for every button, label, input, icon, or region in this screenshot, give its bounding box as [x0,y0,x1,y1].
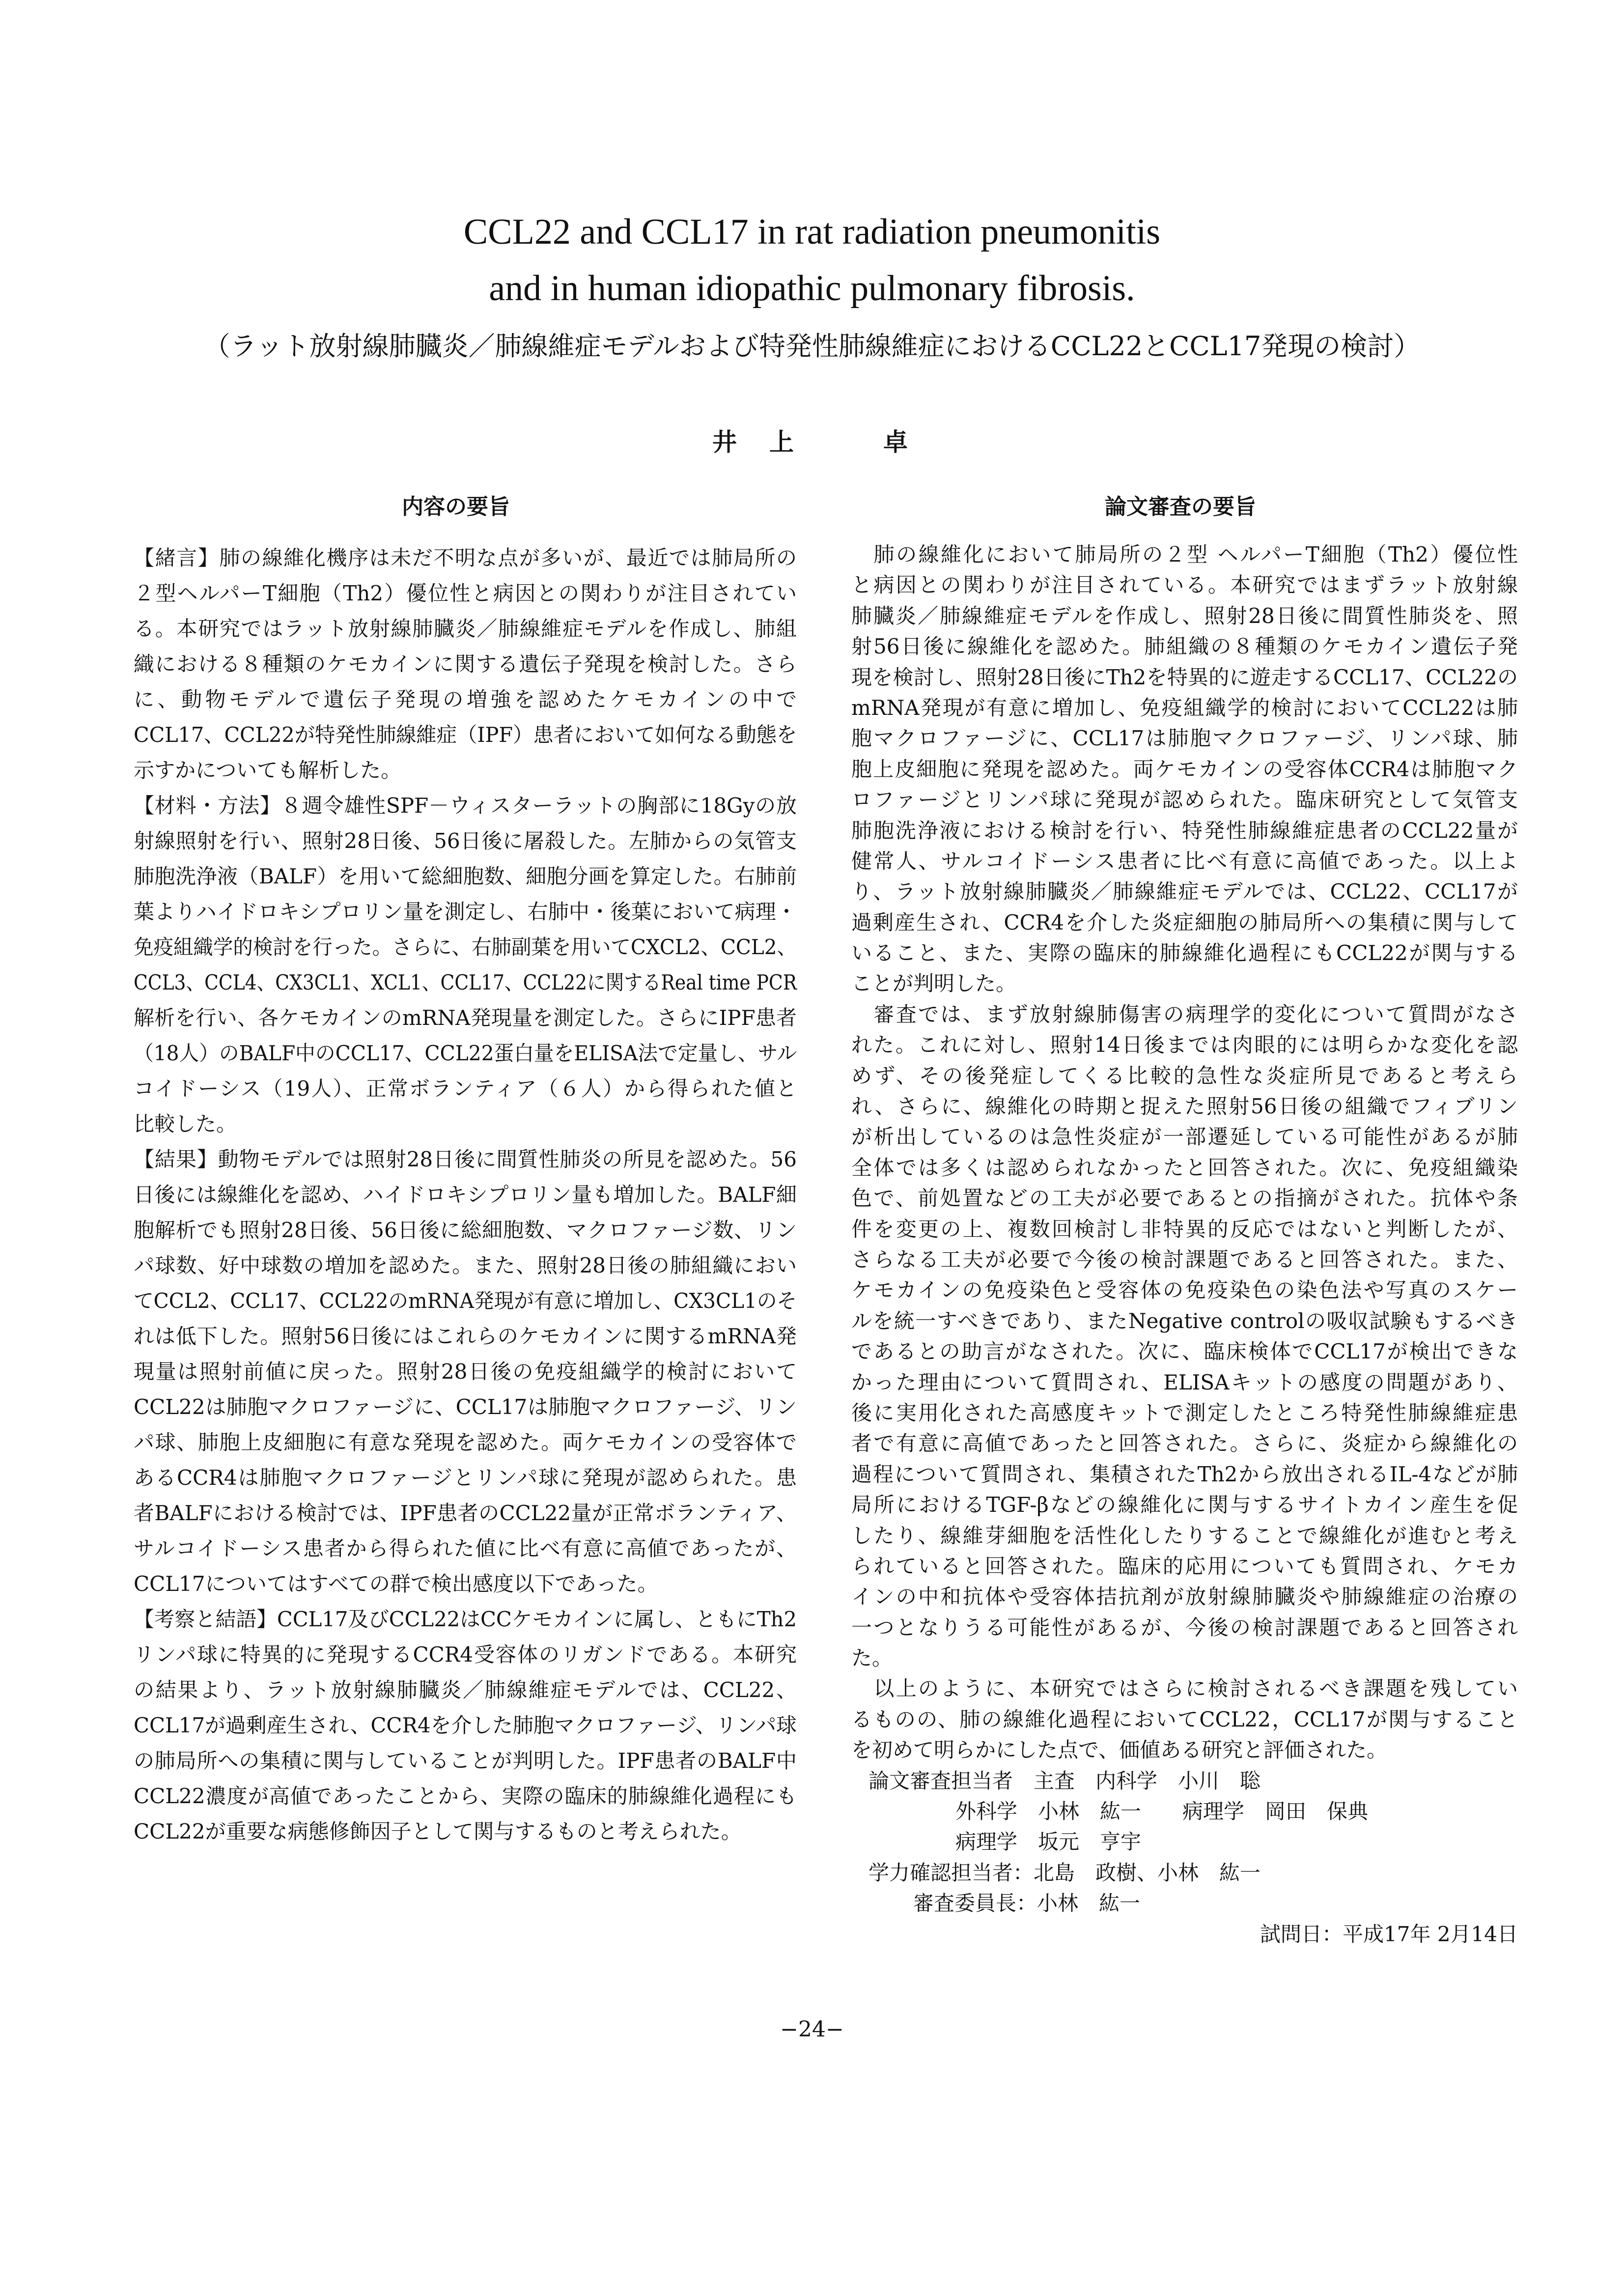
abstract-column [134,540,797,1849]
review-line: インの中和抗体や受容体拮抗剤が放射線肺臓炎や肺線維症の治療の [851,1585,1518,1609]
review-line: と病因との関わりが注目されている。本研究ではまずラット放射線 [851,573,1518,597]
review-line: た。 [851,1646,893,1671]
abstract-line: る。本研究ではラット放射線肺臓炎／肺線維症モデルを作成し、肺組 [134,617,797,641]
left-section-heading: 内容の要旨 [402,494,510,519]
review-line: 者で有意に高値であったと回答された。さらに、炎症から線維化の [851,1431,1518,1456]
review-line: 胞マクロファージに、CCL17は肺胞マクロファージ、リンパ球、肺 [851,726,1518,751]
abstract-line: 示すかについても解析した。 [134,758,402,782]
abstract-line: 日後には線維化を認め、ハイドロキシプロリン量も増加した。BALF細 [134,1183,797,1207]
committee-member-line: 論文審査担当者 主査 内科学 小川 聡 [868,1768,1261,1793]
review-line: を初めて明らかにした点で、価値ある研究と評価された。 [851,1738,1388,1762]
review-line: 後に実用化された高感度キットで測定したところ特発性肺線維症患 [851,1400,1518,1425]
review-line: 一つとなりうる可能性があるが、今後の検討課題であると回答され [851,1615,1518,1640]
abstract-line: 【結果】動物モデルでは照射28日後に間質性肺炎の所見を認めた。56 [134,1147,797,1171]
review-line: さらなる工夫が必要で今後の検討課題であると回答された。また、 [851,1247,1518,1272]
abstract-line: パ球、肺胞上皮細胞に有意な発現を認めた。両ケモカインの受容体で [134,1430,797,1454]
review-line: が析出しているのは急性炎症が一部遷延している可能性があるが肺 [851,1125,1518,1149]
review-line: られていると回答された。臨床的応用についても質問され、ケモカ [851,1554,1518,1578]
abstract-line: 比較した。 [134,1112,237,1136]
review-line: ケモカインの免疫染色と受容体の免疫染色の染色法や写真のスケー [851,1278,1518,1303]
review-line: 過剰産生され、CCR4を介した炎症細胞の肺局所への集積に関与して [851,910,1518,935]
committee-member-line: 病理学 坂元 亨宇 [955,1830,1142,1854]
author-name: 井 上 卓 [712,427,912,456]
exam-date: 試問日：平成17年 2月14日 [1260,1922,1518,1946]
page-number: −24− [780,2017,844,2042]
review-line: ことが判明した。 [851,971,1017,996]
review-line: めず、その後発症してくる比較的急性な炎症所見であると考えら [851,1063,1518,1088]
abstract-line: に、動物モデルで遺伝子発現の増強を認めたケモカインの中で [134,687,797,711]
review-line: 肺胞洗浄液における検討を行い、特発性肺線維症患者のCCL22量が [851,818,1518,843]
review-line: 件を変更の上、複数回検討し非特異的反応ではないと判断したが、 [851,1217,1518,1241]
abstract-line: 葉よりハイドロキシプロリン量を測定し、右肺中・後葉において病理・ [134,900,797,924]
review-line: 審査では、まず放射線肺傷害の病理学的変化について質問がなさ [851,1002,1518,1026]
abstract-line: CCL22が重要な病態修飾因子として関与するものと考えられた。 [134,1819,742,1843]
abstract-line: CCL3、CCL4、CX3CL1、XCL1、CCL17、CCL22に関するReal time PCR [134,970,797,994]
abstract-line: 者BALFにおける検討では、IPF患者のCCL22量が正常ボランティア、 [134,1501,797,1525]
abstract-line: あるCCR4は肺胞マクロファージとリンパ球に発現が認められた。患 [134,1466,797,1490]
committee-member-line: 外科学 小林 紘一 病理学 岡田 保典 [955,1799,1369,1824]
review-line: 射56日後に線維化を認めた。肺組織の８種類のケモカイン遺伝子発 [851,634,1518,659]
abstract-line: CCL17が過剰産生され、CCR4を介した肺胞マクロファージ、リンパ球 [134,1713,797,1737]
committee-member-line: 学力確認担当者：北島 政樹、小林 紘一 [868,1860,1261,1885]
abstract-line: れは低下した。照射56日後にはこれらのケモカインに関するmRNA発 [134,1324,797,1348]
abstract-line: サルコイドーシス患者から得られた値に比べ有意に高値であったが、 [134,1536,797,1560]
abstract-line: （18人）のBALF中のCCL17、CCL22蛋白量をELISA法で定量し、サル [134,1041,797,1065]
abstract-line: CCL17、CCL22が特発性肺線維症（IPF）患者において如何なる動態を [134,723,797,747]
review-line: 肺臓炎／肺線維症モデルを作成し、照射28日後に間質性肺炎を、照 [851,603,1518,628]
abstract-line: 解析を行い、各ケモカインのmRNA発現量を測定した。さらにIPF患者 [134,1006,797,1030]
abstract-line: CCL22は肺胞マクロファージに、CCL17は肺胞マクロファージ、リン [134,1395,797,1419]
review-line: 色で、前処置などの工夫が必要であるとの指摘がされた。抗体や条 [851,1186,1518,1211]
review-line: れた。これに対し、照射14日後までは肉眼的には明らかな変化を認 [851,1033,1518,1057]
abstract-line: の肺局所への集積に関与していることが判明した。IPF患者のBALF中 [134,1749,797,1773]
abstract-line: 現量は照射前値に戻った。照射28日後の免疫組織学的検討において [134,1360,797,1384]
review-line: かった理由について質問され、ELISAキットの感度の問題があり、 [851,1370,1518,1394]
abstract-line: 肺胞洗浄液（BALF）を用いて総細胞数、細胞分画を算定した。右肺前 [134,864,797,888]
japanese-subtitle: （ラット放射線肺臓炎／肺線維症モデルおよび特発性肺線維症におけるCCL22とCCL17発現の検討） [203,331,1421,362]
abstract-line: てCCL2、CCL17、CCL22のmRNA発現が有意に増加し、CX3CL1のそ [134,1289,797,1313]
review-line: mRNA発現が有意に増加し、免疫組織学的検討においてCCL22は肺 [851,695,1518,720]
committee-member-line: 審査委員長：小林 紘一 [913,1891,1141,1916]
review-line: したり、線維芽細胞を活性化したりすることで線維化が進むと考え [851,1523,1518,1548]
review-line: 過程について質問され、集積されたTh2から放出されるIL-4などが肺 [851,1462,1518,1486]
review-line: 現を検討し、照射28日後にTh2を特異的に遊走するCCL17、CCL22の [851,665,1518,689]
review-line: 胞上皮細胞に発現を認めた。両ケモカインの受容体CCR4は肺胞マク [851,757,1518,781]
abstract-line: 射線照射を行い、照射28日後、56日後に屠殺した。左肺からの気管支 [134,829,797,853]
title-line-2: and in human idiopathic pulmonary fibrosis. [489,268,1135,309]
abstract-line: パ球数、好中球数の増加を認めた。また、照射28日後の肺組織におい [134,1253,797,1277]
review-line: 局所におけるTGF-βなどの線維化に関与するサイトカイン産生を促 [851,1493,1518,1517]
review-line: 全体では多くは認められなかったと回答された。次に、免疫組織染 [851,1155,1518,1180]
review-column [851,539,1518,1950]
abstract-line: CCL22濃度が高値であったことから、実際の臨床的肺線維化過程にも [134,1784,797,1808]
review-line: ロファージとリンパ球に発現が認められた。臨床研究として気管支 [851,788,1518,812]
review-line: いること、また、実際の臨床的肺線維化過程にもCCL22が関与する [851,941,1518,965]
abstract-line: 胞解析でも照射28日後、56日後に総細胞数、マクロファージ数、リン [134,1218,797,1242]
abstract-line: ２型ヘルパーT細胞（Th2）優位性と病因との関わりが注目されてい [134,581,797,605]
abstract-line: 【緒言】肺の線維化機序は未だ不明な点が多いが、最近では肺局所の [134,546,797,570]
review-line: 肺の線維化において肺局所の２型 ヘルパーT細胞（Th2）優位性 [851,542,1518,567]
abstract-line: リンパ球に特異的に発現するCCR4受容体のリガンドである。本研究 [134,1643,797,1667]
review-line: るものの、肺の線維化過程においてCCL22，CCL17が関与すること [851,1707,1518,1731]
review-line: 以上のように、本研究ではさらに検討されるべき課題を残してい [851,1676,1518,1701]
abstract-line: CCL17についてはすべての群で検出感度以下であった。 [134,1572,658,1596]
abstract-line: コイドーシス（19人）、正常ボランティア（６人）から得られた値と [134,1077,797,1101]
abstract-line: 免疫組織学的検討を行った。さらに、右肺副葉を用いてCXCL2、CCL2、 [134,935,797,959]
review-line: であるとの助言がなされた。次に、臨床検体でCCL17が検出できな [851,1339,1518,1364]
abstract-line: 【材料・方法】８週令雄性SPF－ウィスターラットの胸部に18Gyの放 [134,794,797,818]
review-line: ルを統一すべきであり、またNegative controlの吸収試験もするべき [851,1308,1518,1333]
title-line-1: CCL22 and CCL17 in rat radiation pneumonitis [463,212,1161,252]
abstract-line: 織における８種類のケモカインに関する遺伝子発現を検討した。さら [134,652,797,676]
review-line: 健常人、サルコイドーシス患者に比べ有意に高値であった。以上よ [851,849,1518,873]
right-section-heading: 論文審査の要旨 [1105,494,1256,519]
abstract-line: の結果より、ラット放射線肺臓炎／肺線維症モデルでは、CCL22、 [134,1678,797,1702]
review-line: り、ラット放射線肺臓炎／肺線維症モデルでは、CCL22、CCL17が [851,879,1518,904]
review-line: れ、さらに、線維化の時期と捉えた照射56日後の組織でフィブリン [851,1094,1518,1119]
abstract-line: 【考察と結語】CCL17及びCCL22はCCケモカインに属し、ともにTh2 [134,1607,797,1631]
